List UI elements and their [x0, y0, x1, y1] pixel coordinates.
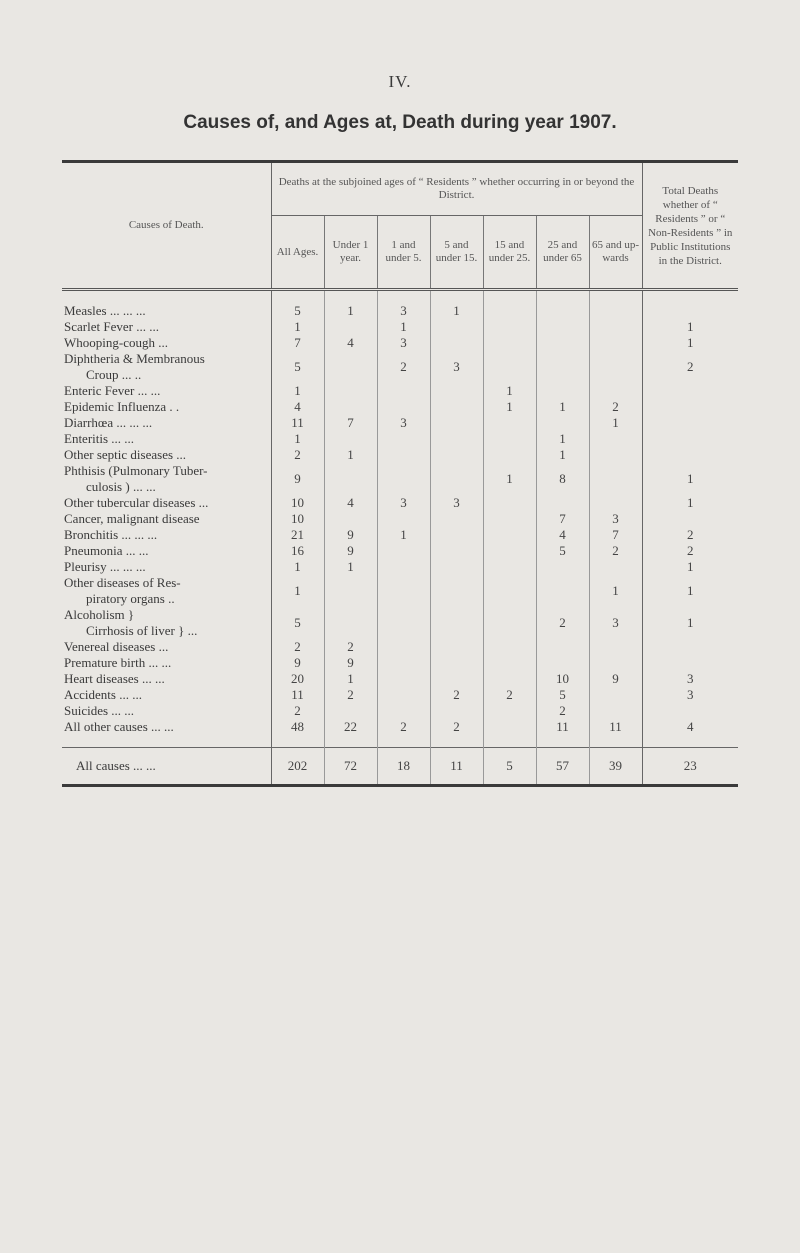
cause-cell	[62, 399, 271, 415]
totals-cell: 72	[324, 748, 377, 786]
table-cell	[536, 303, 589, 319]
table-cell	[589, 303, 642, 319]
table-cell: 2	[536, 607, 589, 639]
table-cell: 1	[589, 575, 642, 607]
page-number: IV.	[388, 72, 412, 91]
cause-cell	[62, 607, 271, 639]
table-cell: 2	[271, 639, 324, 655]
table-cell	[377, 703, 430, 719]
cause-cell	[62, 415, 271, 431]
table-cell	[377, 687, 430, 703]
table-cell	[642, 415, 738, 431]
table-cell	[642, 303, 738, 319]
cause-label: Other tubercular diseases ...	[64, 495, 209, 510]
cause-label-continued: piratory organs ..	[86, 591, 175, 606]
table-cell	[430, 383, 483, 399]
table-cell: 11	[271, 687, 324, 703]
table-cell	[430, 607, 483, 639]
table-row	[62, 543, 738, 559]
table-cell: 2	[483, 687, 536, 703]
cause-label: Bronchitis ... ... ...	[64, 527, 158, 542]
table-cell	[536, 575, 589, 607]
table-row	[62, 607, 738, 639]
table-row	[62, 351, 738, 383]
table-cell: 20	[271, 671, 324, 687]
table-row	[62, 495, 738, 511]
table-cell: 2	[271, 703, 324, 719]
table-cell	[536, 639, 589, 655]
cause-label: Epidemic Influenza . .	[64, 399, 180, 414]
table-cell	[324, 607, 377, 639]
table-cell: 1	[687, 319, 694, 334]
table-cell	[642, 639, 738, 655]
table-cell: 5	[536, 687, 589, 703]
cause-cell	[62, 671, 271, 687]
table-cell: 2	[377, 351, 430, 383]
table-cell	[377, 463, 430, 495]
table-cell	[430, 447, 483, 463]
cause-label: Scarlet Fever ... ...	[64, 319, 159, 334]
table-cell: 1	[324, 447, 377, 463]
table-row	[62, 335, 738, 351]
table-cell	[430, 639, 483, 655]
table-row	[62, 303, 738, 319]
table-cell	[642, 431, 738, 447]
cause-cell	[62, 639, 271, 655]
age-header-25-65: 25 and under 65	[536, 216, 589, 290]
table-cell	[483, 639, 536, 655]
table-cell	[430, 575, 483, 607]
table-cell	[377, 383, 430, 399]
table-cell: 4	[324, 335, 377, 351]
table-cell	[483, 607, 536, 639]
age-group-header: Deaths at the subjoined ages of “ Residents ” whether occurring in or beyond the District.	[271, 163, 642, 216]
table-cell	[377, 511, 430, 527]
cause-label: Measles ... ... ...	[64, 303, 146, 318]
cause-cell	[62, 527, 271, 543]
table-cell: 2	[536, 703, 589, 719]
table-cell: 9	[271, 655, 324, 671]
table-row	[62, 703, 738, 719]
table-row	[62, 671, 738, 687]
table-cell	[589, 447, 642, 463]
totals-cell: 11	[430, 748, 483, 786]
table-cell	[430, 511, 483, 527]
table-cell	[377, 431, 430, 447]
table-cell: 2	[589, 399, 642, 415]
table-cell	[430, 431, 483, 447]
cause-label: Suicides ... ...	[64, 703, 135, 718]
table-cell	[642, 399, 738, 415]
cause-label: Venereal diseases ...	[64, 639, 169, 654]
totals-cell: 39	[589, 748, 642, 786]
table-cell	[377, 559, 430, 575]
table-cell: 2	[430, 719, 483, 735]
table-cell	[589, 703, 642, 719]
cause-cell	[62, 719, 271, 735]
table-cell: 1	[324, 671, 377, 687]
table-cell	[483, 447, 536, 463]
table-cell	[324, 383, 377, 399]
table-cell: 1	[324, 559, 377, 575]
table-cell	[377, 447, 430, 463]
table-cell: 8	[536, 463, 589, 495]
table-cell	[536, 559, 589, 575]
table-cell	[536, 319, 589, 335]
totals-cell: 202	[271, 748, 324, 786]
table-cell: 1	[271, 559, 324, 575]
cause-cell	[62, 543, 271, 559]
table-cell	[483, 575, 536, 607]
table-cell	[642, 655, 738, 671]
table-cell: 1	[271, 319, 324, 335]
table-cell: 11	[271, 415, 324, 431]
cause-cell	[62, 383, 271, 399]
table-cell	[536, 383, 589, 399]
table-cell: 4	[271, 399, 324, 415]
cause-column-header: Causes of Death.	[62, 163, 271, 290]
table-cell	[536, 495, 589, 511]
table-cell	[324, 511, 377, 527]
table-cell	[324, 319, 377, 335]
table-row	[62, 575, 738, 607]
cause-cell	[62, 431, 271, 447]
table-cell: 3	[589, 607, 642, 639]
age-header-5-15: 5 and under 15.	[430, 216, 483, 290]
table-cell: 1	[271, 575, 324, 607]
table-cell	[324, 463, 377, 495]
table-cell: 48	[271, 719, 324, 735]
table-cell	[377, 399, 430, 415]
table-cell	[377, 543, 430, 559]
cause-label: Cancer, malignant disease	[64, 511, 200, 526]
table-cell	[483, 431, 536, 447]
table-cell	[430, 671, 483, 687]
table-cell: 5	[271, 303, 324, 319]
table-cell	[589, 335, 642, 351]
cause-cell	[62, 655, 271, 671]
table-body	[62, 303, 738, 735]
cause-cell	[62, 463, 271, 495]
table-cell: 2	[324, 687, 377, 703]
table-cell: 7	[589, 527, 642, 543]
table-cell	[430, 703, 483, 719]
table-row	[62, 639, 738, 655]
totals-label: All causes ... ...	[62, 748, 271, 786]
cause-cell	[62, 511, 271, 527]
table-cell: 10	[536, 671, 589, 687]
table-cell: 4	[687, 719, 694, 734]
cause-label: Whooping-cough ...	[64, 335, 168, 350]
table-cell: 22	[324, 719, 377, 735]
age-header-all: All Ages.	[271, 216, 324, 290]
table-cell	[589, 319, 642, 335]
totals-row	[62, 748, 738, 786]
table-cell: 3	[377, 335, 430, 351]
cause-label: Pneumonia ... ...	[64, 543, 149, 558]
cause-cell	[62, 447, 271, 463]
table-cell: 2	[687, 527, 694, 542]
totals-cell: 18	[377, 748, 430, 786]
table-cell	[642, 447, 738, 463]
table-cell	[642, 383, 738, 399]
table-cell	[377, 575, 430, 607]
table-cell: 2	[430, 687, 483, 703]
table-cell: 2	[687, 359, 694, 374]
table-cell	[483, 655, 536, 671]
table-cell: 2	[687, 543, 694, 558]
table-cell: 5	[271, 351, 324, 383]
table-cell	[483, 527, 536, 543]
table-row	[62, 319, 738, 335]
table-cell: 1	[687, 495, 694, 510]
table-cell	[589, 559, 642, 575]
table-row	[62, 383, 738, 399]
table-cell	[430, 527, 483, 543]
table-row	[62, 687, 738, 703]
table-cell	[536, 351, 589, 383]
cause-label-continued: culosis ) ... ...	[86, 479, 156, 494]
table-cell: 1	[271, 383, 324, 399]
table-cell: 1	[536, 447, 589, 463]
table-cell: 11	[536, 719, 589, 735]
table-cell: 3	[377, 495, 430, 511]
table-cell: 1	[324, 303, 377, 319]
table-row	[62, 463, 738, 495]
table-cell: 1	[430, 303, 483, 319]
table-cell: 1	[377, 527, 430, 543]
table-cell	[483, 303, 536, 319]
table-row	[62, 511, 738, 527]
table-cell: 4	[536, 527, 589, 543]
table-cell: 9	[589, 671, 642, 687]
cause-label: Other septic diseases ...	[64, 447, 187, 462]
cause-label-continued: Croup ... ..	[86, 367, 142, 382]
table-cell	[324, 351, 377, 383]
table-row	[62, 559, 738, 575]
table-cell	[589, 463, 642, 495]
table-cell	[430, 415, 483, 431]
table-cell: 5	[536, 543, 589, 559]
table-cell: 9	[324, 527, 377, 543]
cause-label: Enteric Fever ... ...	[64, 383, 161, 398]
table-cell	[324, 399, 377, 415]
table-cell	[377, 671, 430, 687]
totals-cell: 23	[683, 758, 697, 773]
table-cell: 10	[271, 495, 324, 511]
table-cell	[483, 511, 536, 527]
table-cell: 3	[430, 495, 483, 511]
table-cell	[430, 543, 483, 559]
table-cell	[430, 399, 483, 415]
table-row	[62, 447, 738, 463]
cause-cell	[62, 687, 271, 703]
page-title: Causes of, and Ages at, Death during year 1907.	[183, 112, 617, 133]
table-cell	[430, 463, 483, 495]
cause-label: Diphtheria & Membranous	[64, 351, 205, 366]
table-cell: 3	[687, 671, 694, 686]
table-cell	[483, 559, 536, 575]
cause-label: Heart diseases ... ...	[64, 671, 165, 686]
cause-label: Premature birth ... ...	[64, 655, 172, 670]
table-row	[62, 399, 738, 415]
table-cell	[483, 671, 536, 687]
table-cell	[430, 559, 483, 575]
cause-label: All other causes ... ...	[64, 719, 174, 734]
cause-cell	[62, 335, 271, 351]
table-cell: 1	[536, 399, 589, 415]
table-cell	[483, 495, 536, 511]
table-cell	[536, 415, 589, 431]
table-row	[62, 415, 738, 431]
table-cell: 1	[271, 431, 324, 447]
table-cell	[430, 655, 483, 671]
cause-cell	[62, 351, 271, 383]
table-cell: 7	[536, 511, 589, 527]
table-cell	[483, 351, 536, 383]
table-cell	[377, 655, 430, 671]
table-cell	[642, 511, 738, 527]
table-cell: 11	[589, 719, 642, 735]
age-header-under-1: Under 1 year.	[324, 216, 377, 290]
table-cell: 9	[324, 655, 377, 671]
table-cell	[483, 319, 536, 335]
cause-label: Other diseases of Res-	[64, 575, 181, 590]
cause-label-continued: Cirrhosis of liver } ...	[86, 623, 198, 638]
table-cell	[430, 319, 483, 335]
table-cell	[589, 351, 642, 383]
table-cell	[483, 719, 536, 735]
table-cell: 1	[483, 399, 536, 415]
table-cell	[483, 703, 536, 719]
table-row	[62, 527, 738, 543]
table-cell: 4	[324, 495, 377, 511]
table-cell: 1	[687, 471, 694, 486]
table-cell: 7	[324, 415, 377, 431]
totals-cell: 5	[483, 748, 536, 786]
table-cell: 16	[271, 543, 324, 559]
cause-cell	[62, 703, 271, 719]
table-cell: 3	[377, 415, 430, 431]
table-row	[62, 431, 738, 447]
age-header-15-25: 15 and under 25.	[483, 216, 536, 290]
cause-label: Alcoholism }	[64, 607, 135, 622]
table-cell: 1	[589, 415, 642, 431]
age-header-65-up: 65 and up-wards	[591, 239, 640, 264]
deaths-table	[62, 160, 738, 787]
table-cell: 1	[687, 583, 694, 598]
table-cell	[324, 431, 377, 447]
table-cell	[483, 335, 536, 351]
table-cell	[483, 415, 536, 431]
total-column-header: Total Deaths whether of “ Residents ” or “ Non-Residents ” in Public Institutions in the District.	[642, 163, 738, 290]
table-cell: 3	[430, 351, 483, 383]
age-header-1-5: 1 and under 5.	[377, 216, 430, 290]
table-cell	[589, 431, 642, 447]
table-cell	[642, 703, 738, 719]
table-cell: 2	[324, 639, 377, 655]
table-cell: 2	[377, 719, 430, 735]
table-cell: 1	[483, 463, 536, 495]
cause-cell	[62, 575, 271, 607]
totals-cell: 57	[536, 748, 589, 786]
cause-label: Pleurisy ... ... ...	[64, 559, 146, 574]
table-cell: 1	[536, 431, 589, 447]
cause-cell	[62, 319, 271, 335]
table-cell: 5	[271, 607, 324, 639]
table-cell	[324, 575, 377, 607]
cause-cell	[62, 495, 271, 511]
table-cell: 10	[271, 511, 324, 527]
table-cell	[483, 543, 536, 559]
table-cell: 2	[271, 447, 324, 463]
table-row	[62, 655, 738, 671]
table-cell: 3	[687, 687, 694, 702]
table-row	[62, 719, 738, 735]
table-cell: 1	[687, 559, 694, 574]
table-cell	[589, 639, 642, 655]
table-cell	[377, 639, 430, 655]
table-cell	[589, 383, 642, 399]
table-cell	[589, 687, 642, 703]
table-cell: 7	[271, 335, 324, 351]
table-cell: 1	[377, 319, 430, 335]
table-cell: 3	[589, 511, 642, 527]
table-cell: 2	[589, 543, 642, 559]
cause-label: Diarrhœa ... ... ...	[64, 415, 153, 430]
table-cell	[324, 703, 377, 719]
cause-cell	[62, 559, 271, 575]
table-cell	[536, 335, 589, 351]
table-cell: 1	[687, 615, 694, 630]
table-cell: 1	[687, 335, 694, 350]
table-cell	[430, 335, 483, 351]
cause-label: Enteritis ... ...	[64, 431, 135, 446]
cause-label: Phthisis (Pulmonary Tuber-	[64, 463, 208, 478]
table-cell	[589, 655, 642, 671]
table-cell: 9	[324, 543, 377, 559]
table-cell: 9	[271, 463, 324, 495]
cause-label: Accidents ... ...	[64, 687, 142, 702]
table-cell	[377, 607, 430, 639]
table-cell: 3	[377, 303, 430, 319]
table-cell: 1	[483, 383, 536, 399]
table-cell: 21	[271, 527, 324, 543]
table-cell	[589, 495, 642, 511]
cause-cell	[62, 303, 271, 319]
table-cell	[536, 655, 589, 671]
